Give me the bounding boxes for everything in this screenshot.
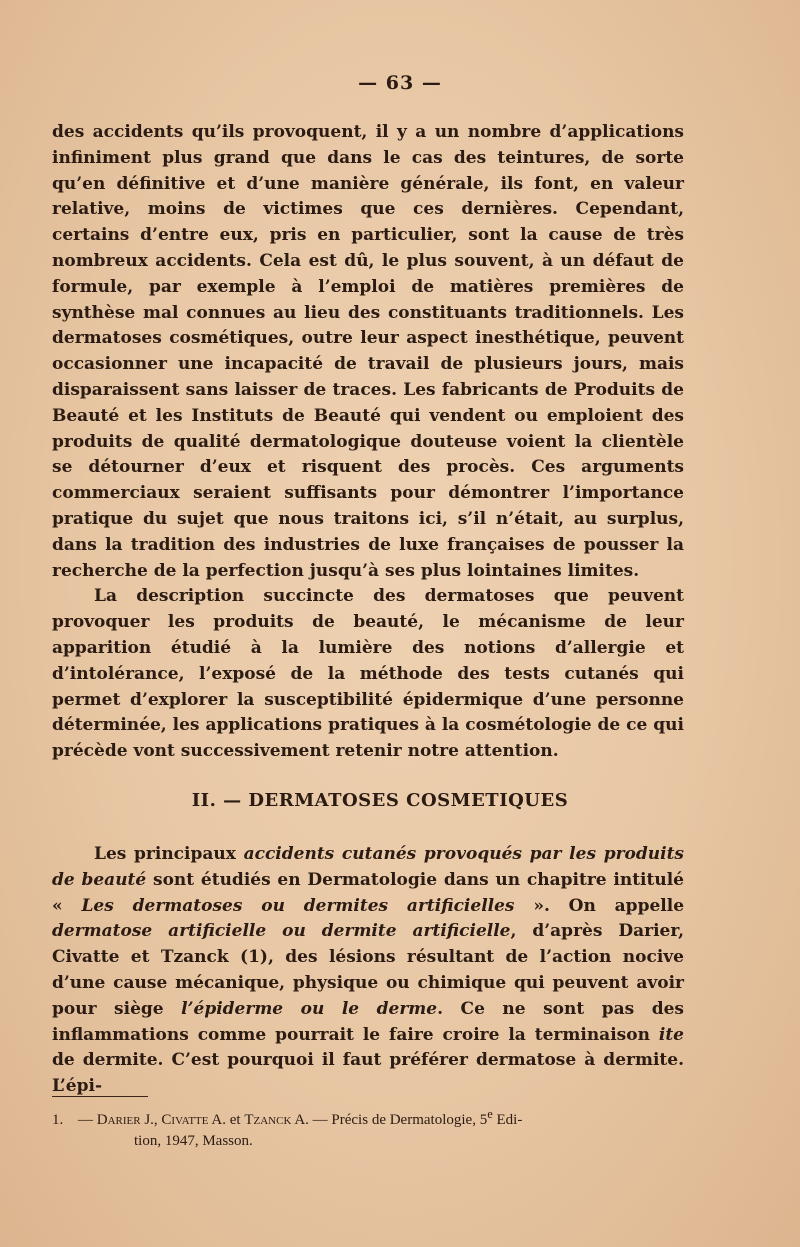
- paragraph-2: La description succincte des dermatoses que peuvent provoquer les produits de beauté, le mécanisme de leur apparition étudié à la lumière des notions d’allergie et d’intolérance, l’exposé de la méthode des tests cutanés qui permet d’explorer la susceptibilité épidermique d’une personne déterminée, les applications pratiques à la cosmétologie de ce qui précède vont successivement retenir notre attention.: [52, 586, 684, 762]
- section-text-italic-run: dermatose artificielle ou dermite artificielle: [52, 921, 511, 942]
- footnote: [52, 1104, 692, 1152]
- section-text: [52, 842, 684, 1100]
- section-text-run: sont étudiés en Dermatologie dans un chapitre intitulé «: [52, 869, 685, 916]
- footnote-edition-superscript: e: [487, 1107, 493, 1121]
- section-text-italic-run: ite: [658, 1024, 684, 1045]
- footnote-author: Darier J.: [96, 1112, 154, 1128]
- footnote-line-1: 1. — Darier J., Civatte A. et Tzanck A. — Précis de Dermatologie, 5e Edi-: [52, 1104, 692, 1131]
- section-text-run: . Ce ne sont pas des inflammations comme pourrait le faire croire la terminaison: [52, 998, 684, 1045]
- section-text-run: , d’après Darier, Civatte et Tzanck (1), des lésions résultant de l’action nocive d’une cause mécanique, physique ou chimique qui peuvent avoir pour siège: [52, 921, 684, 1019]
- paragraph-1: des accidents qu’ils provoquent, il y a un nombre d’applications infiniment plus grand que dans le cas des teintures, de sorte qu’en définitive et d’une manière générale, ils font, en valeur relative, moins de victimes que ces dernières. Cependant, certains d’entre eux, pris en particulier, sont la cause de très nombreux accidents. Cela est dû, le plus souvent, à un défaut de formule, par exemple à l’emploi de matières premières de synthèse mal connues au lieu des constituants traditionnels. Les dermatoses cosmétiques, outre leur aspect inesthétique, peuvent occasionner une incapacité de travail de plusieurs jours, mais disparaissent sans laisser de traces. Les fabricants de Produits de Beauté et les Instituts de Beauté qui vendent ou emploient des produits de qualité dermatologique douteuse voient la clientèle se détourner d’eux et risquent des procès. Ces arguments commerciaux seraient suffisants pour démontrer l’importance pratique du sujet que nous traitons ici, s’il n’était, au surplus, dans la tradition des industries de luxe françaises de pousser la recherche de la perfection jusqu’à ses plus lointaines limites.: [52, 122, 684, 581]
- section-text-italic-run: Les dermatoses ou dermites artificielles: [81, 895, 515, 916]
- section-text-run: de dermite. C’est pourquoi il faut préférer dermatose à dermite. L’épi-: [52, 1050, 684, 1097]
- section-heading: II. — DERMATOSES COSMETIQUES: [191, 790, 569, 811]
- section-text-italic-run: l’épiderme ou le derme: [181, 998, 438, 1019]
- footnote-line-2: tion, 1947, Masson.: [134, 1133, 253, 1149]
- footnote-author: Civatte A.: [161, 1112, 227, 1128]
- footnote-title: — Précis de Dermatologie, 5: [312, 1112, 488, 1128]
- footnote-conjunction: et: [229, 1112, 241, 1128]
- section-text-run: ». On appelle: [514, 895, 685, 916]
- page-number: — 63 —: [358, 72, 442, 94]
- footnote-edition: Edi-: [492, 1112, 523, 1128]
- footnote-label: 1.: [52, 1112, 64, 1128]
- footnote-divider: [52, 1096, 148, 1097]
- section-paragraph: [52, 842, 684, 1100]
- section-text-run: Les principaux: [94, 844, 244, 864]
- section-text-italic-run: accidents cutanés provoqués par les produits de beauté: [52, 844, 685, 890]
- body-text: [52, 120, 684, 765]
- footnote-author: Tzanck A.: [244, 1112, 309, 1128]
- footnote-dash: —: [78, 1112, 93, 1128]
